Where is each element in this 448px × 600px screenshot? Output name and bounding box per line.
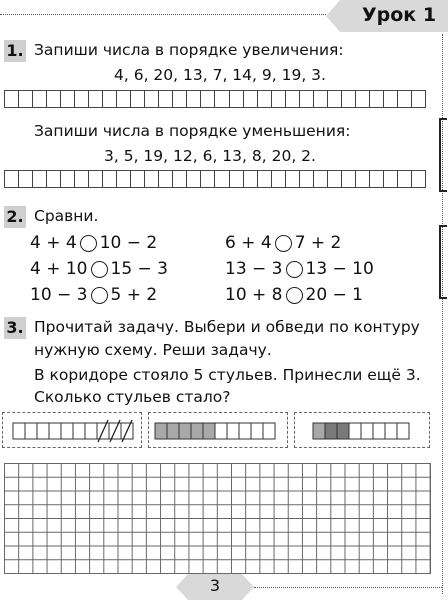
strip-cell[interactable] — [200, 91, 214, 107]
strip-cell[interactable] — [397, 91, 411, 107]
strip-cell[interactable] — [369, 171, 383, 187]
lesson-title: Урок 1 — [362, 4, 437, 26]
task2-number: 2. — [4, 206, 26, 228]
task3-line-3: В коридоре стояло 5 стульев. Принесли ещё 3. — [34, 366, 421, 384]
compare-circle[interactable] — [91, 287, 108, 304]
strip-cell[interactable] — [130, 171, 144, 187]
scheme-3 — [295, 413, 431, 449]
strip-cell[interactable] — [411, 171, 425, 187]
scheme-cell — [167, 423, 179, 439]
scheme-cell — [325, 423, 337, 439]
strip-cell[interactable] — [46, 91, 60, 107]
scheme-cell — [239, 423, 251, 439]
strip-cell[interactable] — [355, 171, 369, 187]
side-marker-1 — [439, 118, 447, 192]
scheme-cell — [227, 423, 239, 439]
strip-cell[interactable] — [383, 91, 397, 107]
strip-cell[interactable] — [18, 171, 32, 187]
strip-cell[interactable] — [214, 171, 228, 187]
scheme-cell — [203, 423, 215, 439]
compare-expr: 4 + 10 15 − 3 — [30, 259, 168, 279]
task1-instruction-decrease: Запиши числа в порядке уменьшения: — [34, 122, 351, 140]
strip-cell[interactable] — [74, 91, 88, 107]
strip-cell[interactable] — [116, 91, 130, 107]
scheme-cell — [179, 423, 191, 439]
strip-cell[interactable] — [257, 171, 271, 187]
scheme-1 — [3, 413, 143, 449]
page-number: 3 — [209, 576, 221, 595]
strip-cell[interactable] — [88, 171, 102, 187]
scheme-cell — [191, 423, 203, 439]
strip-cell[interactable] — [18, 91, 32, 107]
task3-line-4: Сколько стульев стало? — [34, 388, 231, 406]
scheme-cell — [337, 423, 349, 439]
scheme-cell — [61, 423, 73, 439]
strip-cell[interactable] — [200, 171, 214, 187]
scheme-cell — [349, 423, 361, 439]
answer-strip-increase[interactable] — [4, 90, 426, 108]
compare-expr: 4 + 4 10 − 2 — [30, 233, 158, 253]
scheme-cell — [313, 423, 325, 439]
strip-cell[interactable] — [341, 91, 355, 107]
strip-cell[interactable] — [243, 171, 257, 187]
task3-number: 3. — [4, 317, 26, 339]
strip-cell[interactable] — [116, 171, 130, 187]
bottom-border — [254, 587, 442, 588]
strip-cell[interactable] — [369, 91, 383, 107]
strip-cell[interactable] — [327, 171, 341, 187]
compare-circle[interactable] — [286, 261, 303, 278]
strip-cell[interactable] — [144, 171, 158, 187]
task1-instruction-increase: Запиши числа в порядке увеличения: — [34, 41, 344, 59]
strip-cell[interactable] — [186, 171, 200, 187]
strip-cell[interactable] — [158, 171, 172, 187]
strip-cell[interactable] — [74, 171, 88, 187]
strip-cell[interactable] — [60, 91, 74, 107]
compare-expr: 13 − 3 13 − 10 — [225, 259, 374, 279]
strip-cell[interactable] — [102, 91, 116, 107]
strip-cell[interactable] — [130, 91, 144, 107]
side-marker-2 — [439, 225, 447, 299]
scheme-cell — [373, 423, 385, 439]
compare-circle[interactable] — [286, 287, 303, 304]
scheme-cell — [37, 423, 49, 439]
top-border — [0, 14, 326, 15]
answer-strip-decrease[interactable] — [4, 170, 426, 188]
strip-cell[interactable] — [172, 91, 186, 107]
strip-cell[interactable] — [229, 91, 243, 107]
strip-cell[interactable] — [313, 91, 327, 107]
strip-cell[interactable] — [60, 171, 74, 187]
task1-number: 1. — [4, 40, 26, 62]
scheme-cell — [361, 423, 373, 439]
strip-cell[interactable] — [172, 171, 186, 187]
strip-cell[interactable] — [299, 171, 313, 187]
strip-cell[interactable] — [5, 91, 18, 107]
scheme-cell — [155, 423, 167, 439]
scheme-cell — [85, 423, 97, 439]
strip-cell[interactable] — [271, 171, 285, 187]
scheme-option-1[interactable] — [2, 412, 142, 448]
strip-cell[interactable] — [285, 91, 299, 107]
compare-circle[interactable] — [275, 235, 292, 252]
strip-cell[interactable] — [355, 91, 369, 107]
scheme-option-3[interactable] — [294, 412, 430, 448]
compare-circle[interactable] — [80, 235, 97, 252]
strip-cell[interactable] — [299, 91, 313, 107]
strip-cell[interactable] — [243, 91, 257, 107]
scheme-cell — [25, 423, 37, 439]
scheme-cell — [385, 423, 397, 439]
strip-cell[interactable] — [5, 171, 18, 187]
strip-cell[interactable] — [46, 171, 60, 187]
scheme-cell — [215, 423, 227, 439]
strip-cell[interactable] — [214, 91, 228, 107]
strip-cell[interactable] — [397, 171, 411, 187]
compare-circle[interactable] — [91, 261, 108, 278]
strip-cell[interactable] — [257, 91, 271, 107]
strip-cell[interactable] — [102, 171, 116, 187]
compare-expr: 6 + 4 7 + 2 — [225, 233, 342, 253]
strip-cell[interactable] — [327, 91, 341, 107]
strip-cell[interactable] — [271, 91, 285, 107]
strip-cell[interactable] — [186, 91, 200, 107]
task3-line-2: нужную схему. Реши задачу. — [34, 341, 272, 359]
strip-cell[interactable] — [411, 91, 425, 107]
scheme-cell — [263, 423, 275, 439]
strip-cell[interactable] — [285, 171, 299, 187]
strip-cell[interactable] — [88, 91, 102, 107]
scheme-cell — [73, 423, 85, 439]
task3-line-1: Прочитай задачу. Выбери и обведи по контуру — [34, 318, 420, 336]
strip-cell[interactable] — [341, 171, 355, 187]
compare-expr: 10 + 8 20 − 1 — [225, 285, 363, 305]
scheme-cell — [251, 423, 263, 439]
task2-instruction: Сравни. — [34, 207, 99, 225]
task1-numbers-decrease: 3, 5, 19, 12, 6, 13, 8, 20, 2. — [104, 147, 316, 165]
strip-cell[interactable] — [313, 171, 327, 187]
strip-cell[interactable] — [158, 91, 172, 107]
scheme-option-2[interactable] — [148, 412, 288, 448]
scheme-2 — [149, 413, 289, 449]
scheme-cell — [397, 423, 409, 439]
strip-cell[interactable] — [144, 91, 158, 107]
compare-expr: 10 − 3 5 + 2 — [30, 285, 158, 305]
scheme-cell — [49, 423, 61, 439]
strip-cell[interactable] — [229, 171, 243, 187]
scheme-cell — [13, 423, 25, 439]
strip-cell[interactable] — [32, 91, 46, 107]
strip-cell[interactable] — [383, 171, 397, 187]
task1-numbers-increase: 4, 6, 20, 13, 7, 14, 9, 19, 3. — [114, 66, 326, 84]
solution-grid[interactable] — [4, 463, 431, 574]
strip-cell[interactable] — [32, 171, 46, 187]
